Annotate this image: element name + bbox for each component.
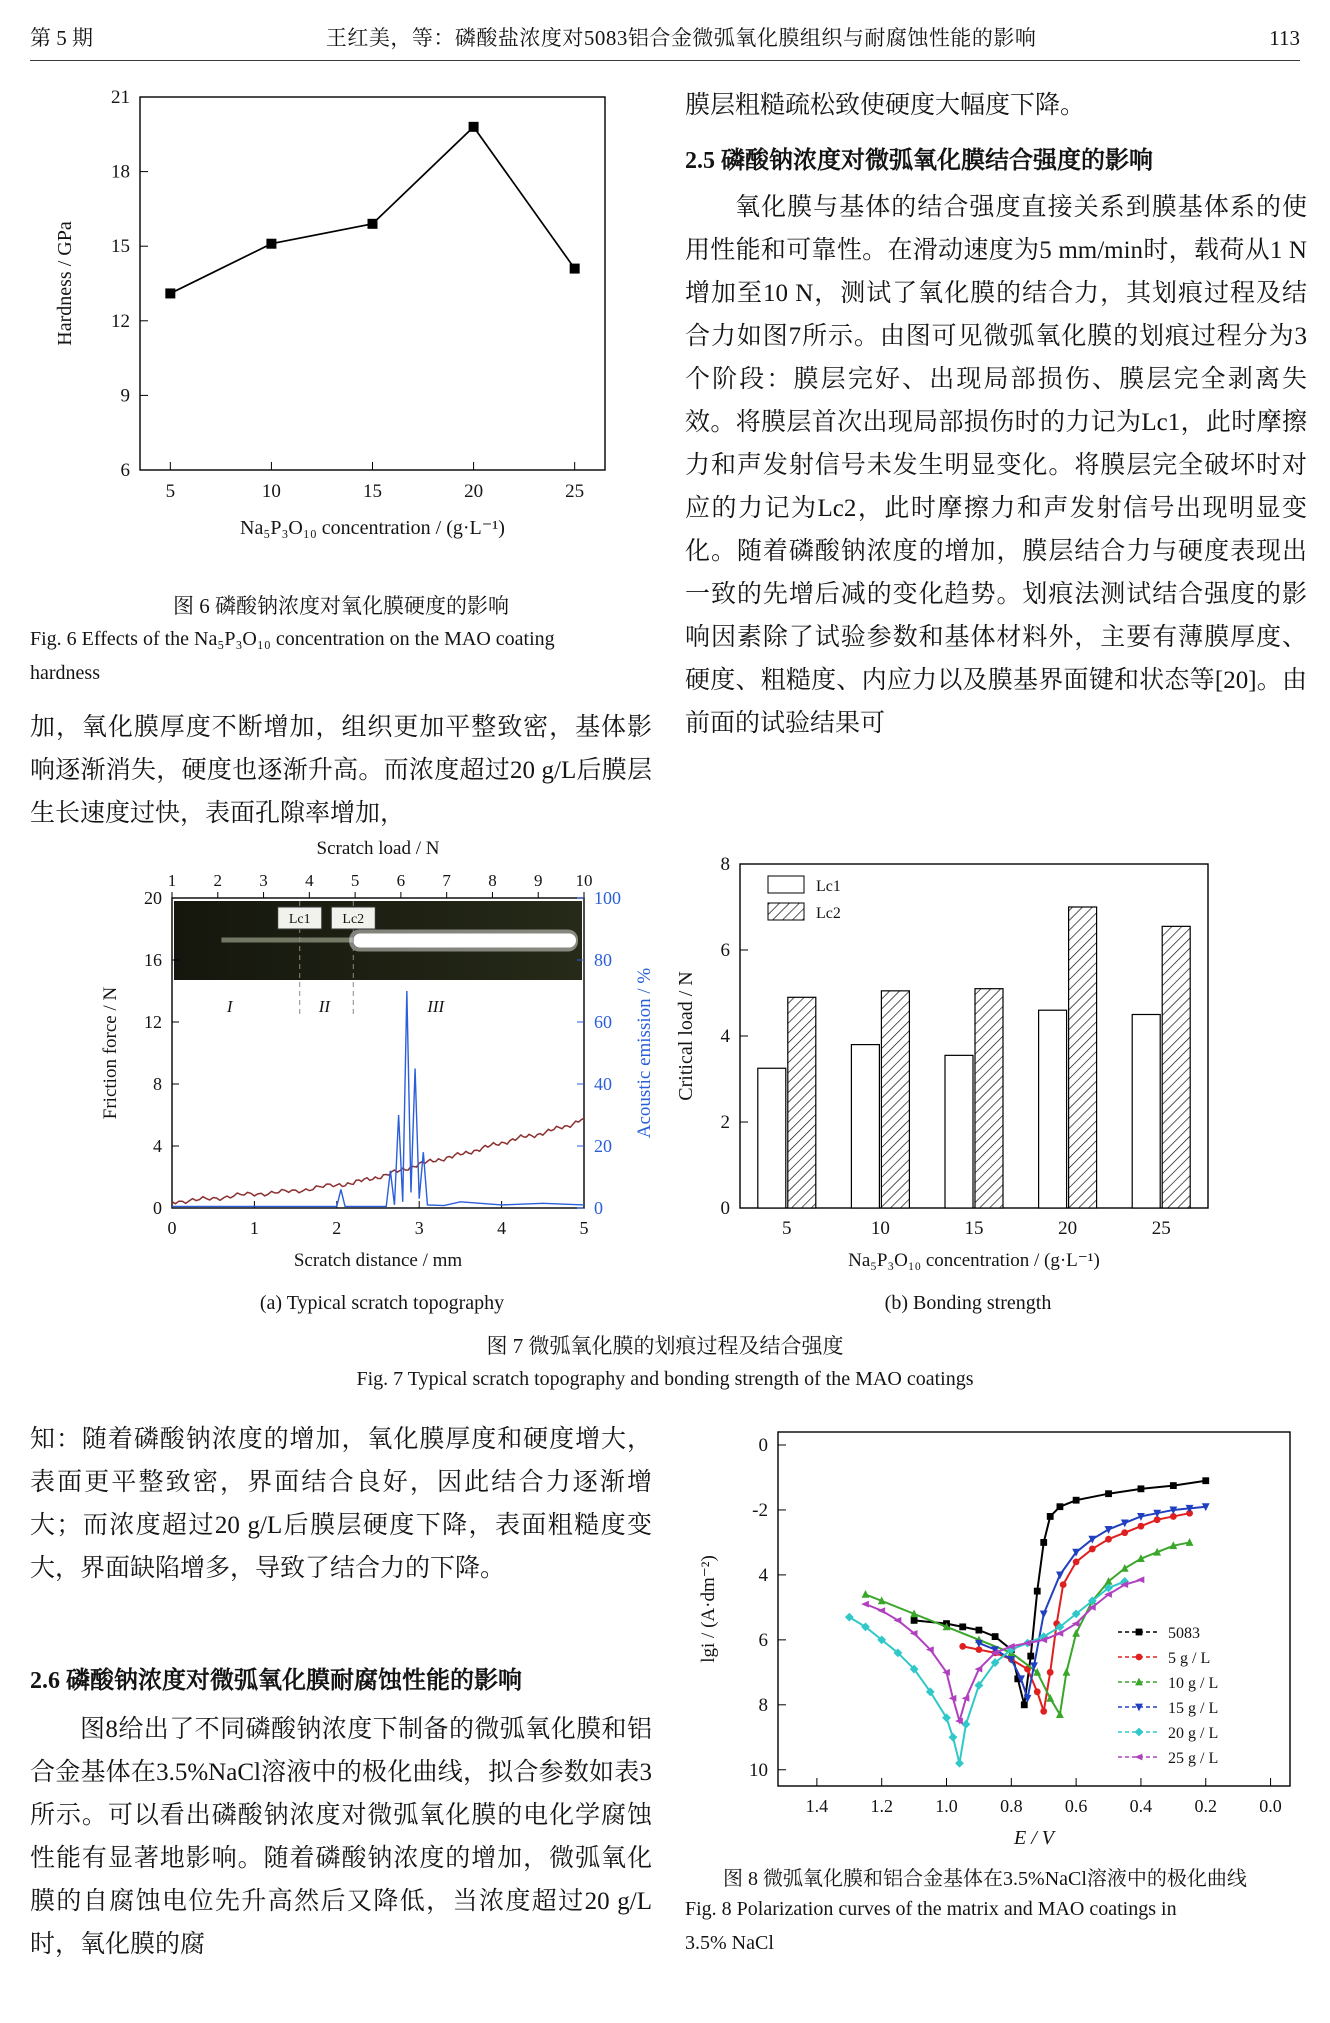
fig7b-subcaption: (b) Bonding strength bbox=[884, 1292, 1052, 1314]
svg-text:10 g / L: 10 g / L bbox=[1168, 1675, 1219, 1692]
svg-text:Critical load / N: Critical load / N bbox=[675, 971, 697, 1101]
svg-text:0.4: 0.4 bbox=[1129, 1796, 1153, 1816]
svg-text:20: 20 bbox=[594, 1136, 612, 1156]
svg-text:15: 15 bbox=[363, 481, 382, 502]
page-header bbox=[30, 22, 1300, 61]
svg-text:4: 4 bbox=[497, 1218, 507, 1238]
svg-text:7: 7 bbox=[442, 871, 451, 890]
svg-text:10: 10 bbox=[575, 871, 593, 890]
svg-text:5: 5 bbox=[350, 871, 360, 890]
svg-text:10: 10 bbox=[261, 481, 281, 502]
svg-text:2: 2 bbox=[332, 1218, 342, 1238]
section-2-6-paragraph: 图8给出了不同磷酸钠浓度下制备的微弧氧化膜和铝合金基体在3.5%NaCl溶液中的极化曲线，拟合参数如表3所示。可以看出磷酸钠浓度对微弧氧化膜的电化学腐蚀性能有显著地影响。随着磷酸钠浓度的增加，微弧氧化膜的自腐蚀电位先升高然后又降低，当浓度超过20 g/L时，氧化膜的腐 bbox=[30, 1716, 652, 1958]
svg-text:15 g / L: 15 g / L bbox=[1168, 1700, 1219, 1717]
svg-text:6: 6 bbox=[720, 940, 730, 961]
fig7a-subcaption: (a) Typical scratch topography bbox=[259, 1292, 505, 1314]
svg-text:8: 8 bbox=[720, 854, 730, 875]
svg-text:4: 4 bbox=[720, 1026, 730, 1047]
svg-text:6: 6 bbox=[120, 460, 130, 481]
svg-text:3: 3 bbox=[259, 871, 268, 890]
svg-text:25: 25 bbox=[565, 481, 585, 502]
svg-text:lgi / (A·dm⁻²): lgi / (A·dm⁻²) bbox=[698, 1555, 719, 1663]
svg-text:8: 8 bbox=[153, 1074, 162, 1094]
fig6-caption-en-line2: hardness bbox=[30, 662, 100, 684]
svg-text:Lc2: Lc2 bbox=[816, 905, 841, 922]
svg-text:4: 4 bbox=[305, 871, 314, 890]
svg-text:0.6: 0.6 bbox=[1064, 1796, 1088, 1816]
svg-text:0: 0 bbox=[720, 1198, 730, 1219]
svg-text:0.0: 0.0 bbox=[1259, 1796, 1282, 1816]
section-2-6-heading: 2.6 磷酸钠浓度对微弧氧化膜耐腐蚀性能的影响 bbox=[30, 1668, 522, 1694]
fig6-hardness-line-chart bbox=[45, 72, 635, 577]
svg-text:60: 60 bbox=[594, 1012, 612, 1032]
svg-text:Friction force / N: Friction force / N bbox=[100, 986, 121, 1120]
svg-text:40: 40 bbox=[594, 1074, 612, 1094]
svg-text:5083: 5083 bbox=[1168, 1625, 1200, 1642]
fig6-caption-cn: 图 6 磷酸钠浓度对氧化膜硬度的影响 bbox=[173, 594, 509, 618]
svg-text:21: 21 bbox=[111, 87, 130, 108]
svg-text:III: III bbox=[427, 997, 445, 1016]
svg-text:8: 8 bbox=[758, 1694, 768, 1716]
svg-text:Lc1: Lc1 bbox=[816, 878, 841, 895]
fig8-caption-cn: 图 8 微弧氧化膜和铝合金基体在3.5%NaCl溶液中的极化曲线 bbox=[723, 1868, 1247, 1890]
svg-text:2: 2 bbox=[720, 1112, 730, 1133]
left-paragraph-after-fig7: 知：随着磷酸钠浓度的增加，氧化膜厚度和硬度增大，表面更平整致密，界面结合良好，因此结合力逐渐增大；而浓度超过20 g/L后膜层硬度下降，表面粗糙度变大，界面缺陷增多，导致了结合力的下降。 bbox=[30, 1426, 652, 1582]
svg-text:20: 20 bbox=[464, 481, 484, 502]
fig6-caption-en-line1: Fig. 6 Effects of the Na₅P₃O₁₀ concentration on the MAO coating bbox=[30, 628, 555, 650]
svg-text:18: 18 bbox=[111, 161, 130, 183]
svg-text:5: 5 bbox=[782, 1218, 792, 1239]
svg-text:25 g / L: 25 g / L bbox=[1168, 1750, 1219, 1767]
svg-text:1.2: 1.2 bbox=[870, 1796, 893, 1816]
svg-text:100: 100 bbox=[594, 888, 621, 908]
svg-text:Lc1: Lc1 bbox=[288, 912, 311, 927]
svg-text:0.8: 0.8 bbox=[1000, 1796, 1023, 1816]
svg-text:15: 15 bbox=[111, 236, 130, 258]
svg-text:0: 0 bbox=[758, 1434, 768, 1456]
right-paragraph-first-line: 膜层粗糙疏松致使硬度大幅度下降。 bbox=[685, 92, 1086, 119]
svg-text:0.2: 0.2 bbox=[1194, 1796, 1217, 1816]
fig8-caption-en-line1: Fig. 8 Polarization curves of the matrix and MAO coatings in bbox=[685, 1898, 1177, 1920]
svg-text:8: 8 bbox=[488, 871, 497, 890]
svg-text:10: 10 bbox=[749, 1759, 768, 1781]
svg-text:0: 0 bbox=[594, 1198, 603, 1218]
svg-text:15: 15 bbox=[964, 1218, 984, 1239]
page-number: 113 bbox=[1269, 26, 1300, 50]
svg-text:9: 9 bbox=[533, 871, 543, 890]
svg-text:0: 0 bbox=[153, 1198, 162, 1218]
fig7b-bonding-strength-bar-chart bbox=[668, 836, 1268, 1286]
svg-text:2: 2 bbox=[213, 871, 223, 890]
svg-text:3: 3 bbox=[414, 1218, 424, 1238]
svg-text:-2: -2 bbox=[752, 1499, 768, 1521]
svg-text:1.0: 1.0 bbox=[935, 1796, 958, 1816]
svg-text:Scratch load / N: Scratch load / N bbox=[316, 838, 440, 859]
svg-text:25: 25 bbox=[1151, 1218, 1171, 1239]
svg-text:Na₅P₃O₁₀ concentration / (g·L⁻: Na₅P₃O₁₀ concentration / (g·L⁻¹) bbox=[848, 1250, 1100, 1271]
fig7-caption-cn: 图 7 微弧氧化膜的划痕过程及结合强度 bbox=[486, 1334, 844, 1358]
svg-text:6: 6 bbox=[758, 1629, 768, 1651]
section-2-5-paragraph: 氧化膜与基体的结合强度直接关系到膜基体系的使用性能和可靠性。在滑动速度为5 mm/min时，载荷从1 N增加至10 N，测试了氧化膜的结合力，其划痕过程及结合力如图7所示。由图可见微弧氧化膜的划痕过程分为3个阶段：膜层完好、出现局部损伤、膜层完全剥离失效。将膜层首次出现局部损伤时的力记为Lc1，此时摩擦力和声发射信号未发生明显变化。将膜层完全破坏时对应的力记为Lc2，此时摩擦力和声发射信号出现明显变化。随着磷酸钠浓度的增加，膜层结合力与硬度表现出一致的先增后减的变化趋势。划痕法测试结合强度的影响因素除了试验参数和基体材料外，主要有薄膜厚度、硬度、粗糙度、内应力以及膜基界面键和状态等[20]。由前面的试验结果可 bbox=[685, 194, 1307, 737]
svg-text:I: I bbox=[226, 997, 233, 1016]
svg-text:6: 6 bbox=[396, 871, 406, 890]
svg-text:80: 80 bbox=[594, 950, 612, 970]
fig7a-scratch-topography-chart bbox=[92, 836, 672, 1286]
svg-text:Na₅P₃O₁₀ concentration / (g·L⁻: Na₅P₃O₁₀ concentration / (g·L⁻¹) bbox=[240, 517, 505, 539]
svg-text:12: 12 bbox=[111, 310, 130, 332]
svg-text:1: 1 bbox=[249, 1218, 259, 1238]
svg-text:E / V: E / V bbox=[1014, 1827, 1054, 1849]
svg-text:1.4: 1.4 bbox=[805, 1796, 829, 1816]
svg-text:1: 1 bbox=[167, 871, 177, 890]
fig8-caption-en-line2: 3.5% NaCl bbox=[685, 1932, 774, 1954]
fig7-caption-en: Fig. 7 Typical scratch topography and bonding strength of the MAO coatings bbox=[356, 1368, 974, 1390]
svg-text:II: II bbox=[318, 997, 331, 1016]
svg-text:Acoustic emission / %: Acoustic emission / % bbox=[634, 967, 655, 1139]
running-title: 王红美，等：磷酸盐浓度对5083铝合金微弧氧化膜组织与耐腐蚀性能的影响 bbox=[325, 26, 1037, 50]
svg-text:12: 12 bbox=[144, 1012, 162, 1032]
svg-text:5: 5 bbox=[579, 1218, 589, 1238]
svg-text:20: 20 bbox=[144, 888, 162, 908]
svg-text:5: 5 bbox=[165, 481, 176, 502]
svg-text:20 g / L: 20 g / L bbox=[1168, 1725, 1219, 1742]
svg-text:9: 9 bbox=[120, 385, 130, 407]
section-2-5-heading: 2.5 磷酸钠浓度对微弧氧化膜结合强度的影响 bbox=[685, 148, 1153, 174]
svg-text:0: 0 bbox=[167, 1218, 177, 1238]
left-paragraph-continuation: 加，氧化膜厚度不断增加，组织更加平整致密，基体影响逐渐消失，硬度也逐渐升高。而浓度超过20 g/L后膜层生长速度过快，表面孔隙率增加， bbox=[30, 714, 652, 827]
svg-text:4: 4 bbox=[758, 1564, 768, 1586]
svg-text:4: 4 bbox=[153, 1136, 162, 1156]
fig8-polarization-curves-chart bbox=[688, 1414, 1308, 1854]
svg-text:Hardness / GPa: Hardness / GPa bbox=[54, 221, 76, 346]
journal-issue: 第 5 期 bbox=[30, 26, 93, 50]
svg-text:10: 10 bbox=[870, 1218, 890, 1239]
svg-text:Lc2: Lc2 bbox=[342, 912, 365, 927]
svg-text:16: 16 bbox=[144, 950, 162, 970]
svg-text:Scratch distance / mm: Scratch distance / mm bbox=[293, 1250, 463, 1271]
svg-text:5 g / L: 5 g / L bbox=[1168, 1650, 1211, 1667]
svg-text:20: 20 bbox=[1058, 1218, 1078, 1239]
